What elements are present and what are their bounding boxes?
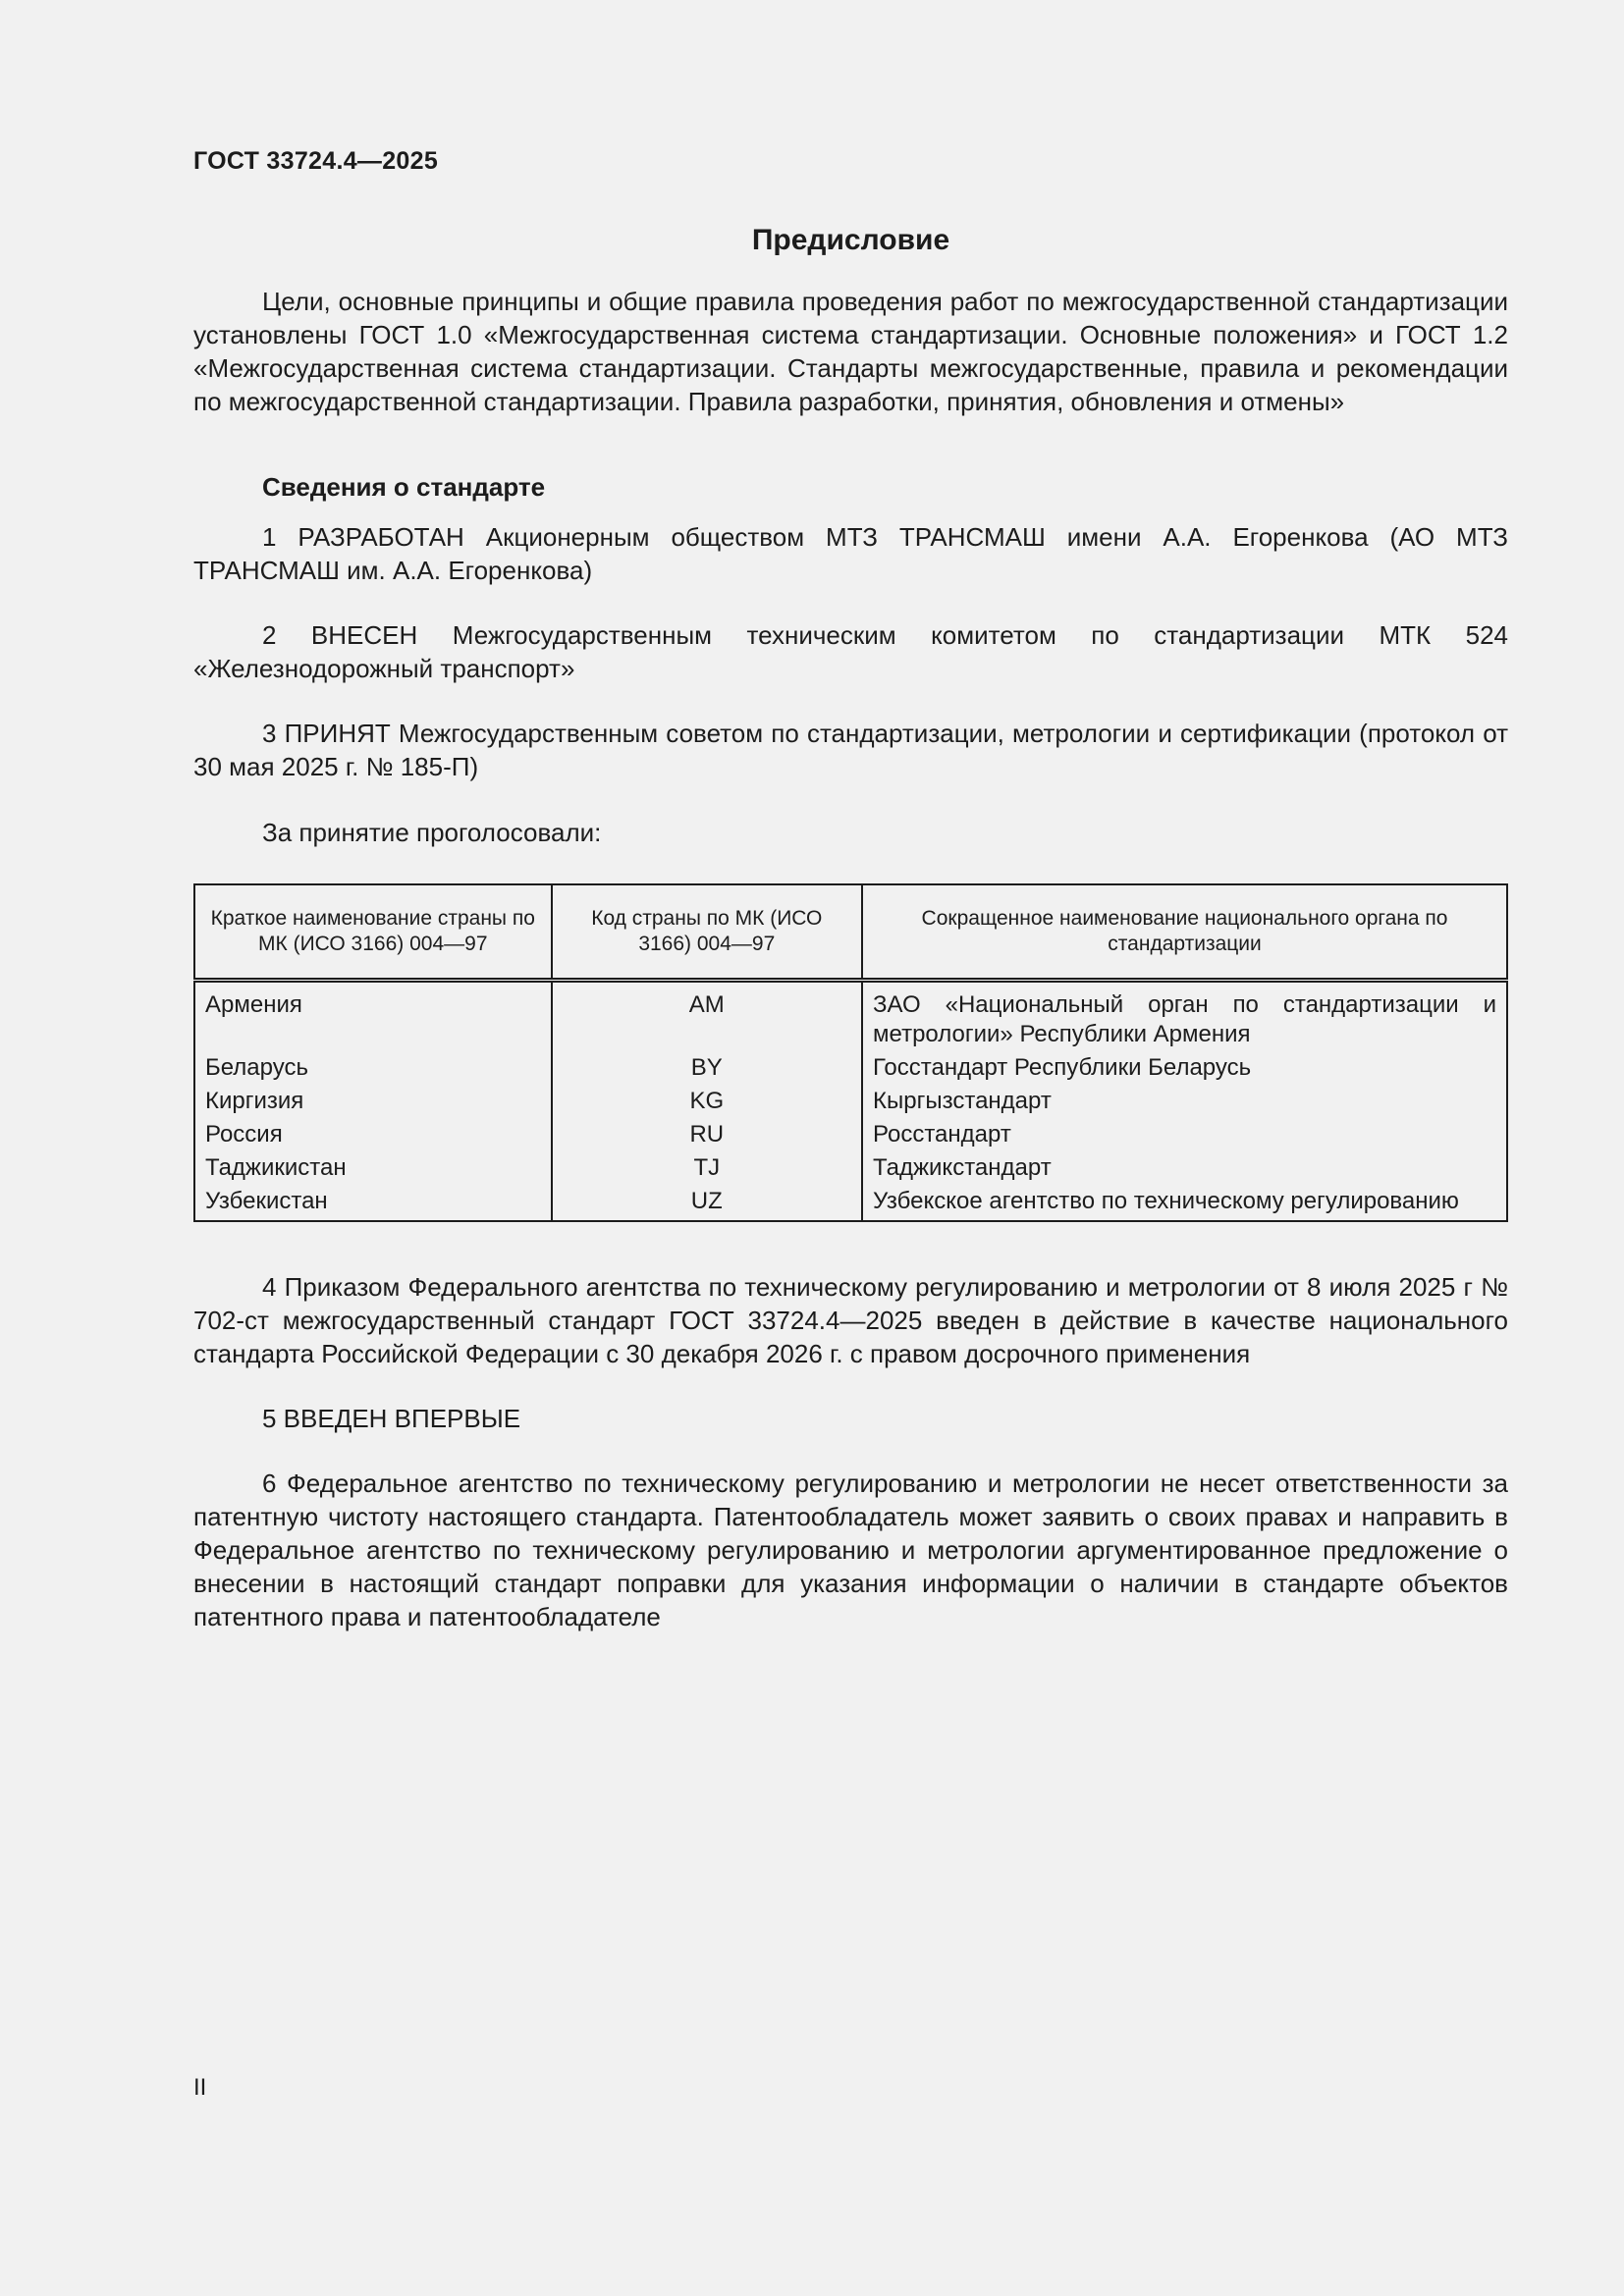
intro-paragraph: Цели, основные принципы и общие правила проведения работ по межгосударственной стандартизации установлены ГОСТ 1.0 «Межгосударственная система стандартизации. Основные положения» и ГОСТ 1.2 «Межгосударственная система стандартизации. Стандарты межгосударственные, правила и рекомендации по межгосударственной стандартизации. Правила разработки, принятия, обновления и отмены» xyxy=(193,287,1508,416)
header-organ: Сокращенное наименование национального органа по стандартизации xyxy=(862,884,1507,981)
page-title: Предисловие xyxy=(751,224,950,256)
organ-cell: Кыргызстандарт xyxy=(862,1085,1507,1118)
organ-cell: Госстандарт Республики Беларусь xyxy=(862,1051,1507,1085)
organ-cell: Таджикстандарт xyxy=(862,1151,1507,1185)
table-header-row xyxy=(194,884,1507,981)
country-cell: Армения xyxy=(194,981,552,1052)
item-submitted: 2 ВНЕСЕН Межгосударственным техническим комитетом по стандартизации МТК 524 «Железнодорожный транспорт» xyxy=(193,620,1508,683)
table-row xyxy=(194,981,1507,1052)
table-row xyxy=(194,1085,1507,1118)
code-cell: BY xyxy=(552,1051,862,1085)
table-row xyxy=(194,1151,1507,1185)
code-cell: KG xyxy=(552,1085,862,1118)
info-heading: Сведения о стандарте xyxy=(262,472,546,502)
header-code: Код страны по МК (ИСО 3166) 004—97 xyxy=(552,884,862,981)
country-cell: Киргизия xyxy=(194,1085,552,1118)
item-introduced: 5 ВВЕДЕН ВПЕРВЫЕ xyxy=(262,1404,521,1433)
item-patent: 6 Федеральное агентство по техническому регулированию и метрологии не несет ответственности за патентную чистоту настоящего стандарта. Патентообладатель может заявить о своих правах и направить в Федеральное агентство по техническому регулированию и метрологии аргументированное предложение о внесении в настоящий стандарт поправки для указания информации о наличии в стандарте объектов патентного права и патентообладателе xyxy=(193,1468,1508,1631)
table-row xyxy=(194,1118,1507,1151)
table-row xyxy=(194,1185,1507,1221)
code-cell: UZ xyxy=(552,1185,862,1221)
country-cell: Узбекистан xyxy=(194,1185,552,1221)
organ-cell: Узбекское агентство по техническому регулированию xyxy=(862,1185,1507,1221)
code-cell: RU xyxy=(552,1118,862,1151)
item-adopted: 3 ПРИНЯТ Межгосударственным советом по стандартизации, метрологии и сертификации (протокол от 30 мая 2025 г. № 185-П) xyxy=(193,719,1508,781)
code-cell: AM xyxy=(552,981,862,1052)
country-cell: Россия xyxy=(194,1118,552,1151)
countries-table xyxy=(193,883,1508,1222)
country-cell: Таджикистан xyxy=(194,1151,552,1185)
header-country: Краткое наименование страны по МК (ИСО 3166) 004—97 xyxy=(194,884,552,981)
code-cell: TJ xyxy=(552,1151,862,1185)
item-developed: 1 РАЗРАБОТАН Акционерным обществом МТЗ ТРАНСМАШ имени А.А. Егоренкова (АО МТЗ ТРАНСМАШ им. А.А. Егоренкова) xyxy=(193,522,1508,585)
item-order: 4 Приказом Федерального агентства по техническому регулированию и метрологии от 8 июля 2025 г № 702-ст межгосударственный стандарт ГОСТ 33724.4—2025 введен в действие в качестве национального стандарта Российской Федерации с 30 декабря 2026 г. с правом досрочного применения xyxy=(193,1272,1508,1368)
table-row xyxy=(194,1051,1507,1085)
vote-label: За принятие проголосовали: xyxy=(262,818,602,847)
organ-cell: ЗАО «Национальный орган по стандартизации и метрологии» Республики Армения xyxy=(862,981,1507,1052)
page-number: II xyxy=(193,2074,207,2101)
document-code: ГОСТ 33724.4—2025 xyxy=(193,147,439,175)
organ-cell: Росстандарт xyxy=(862,1118,1507,1151)
country-cell: Беларусь xyxy=(194,1051,552,1085)
